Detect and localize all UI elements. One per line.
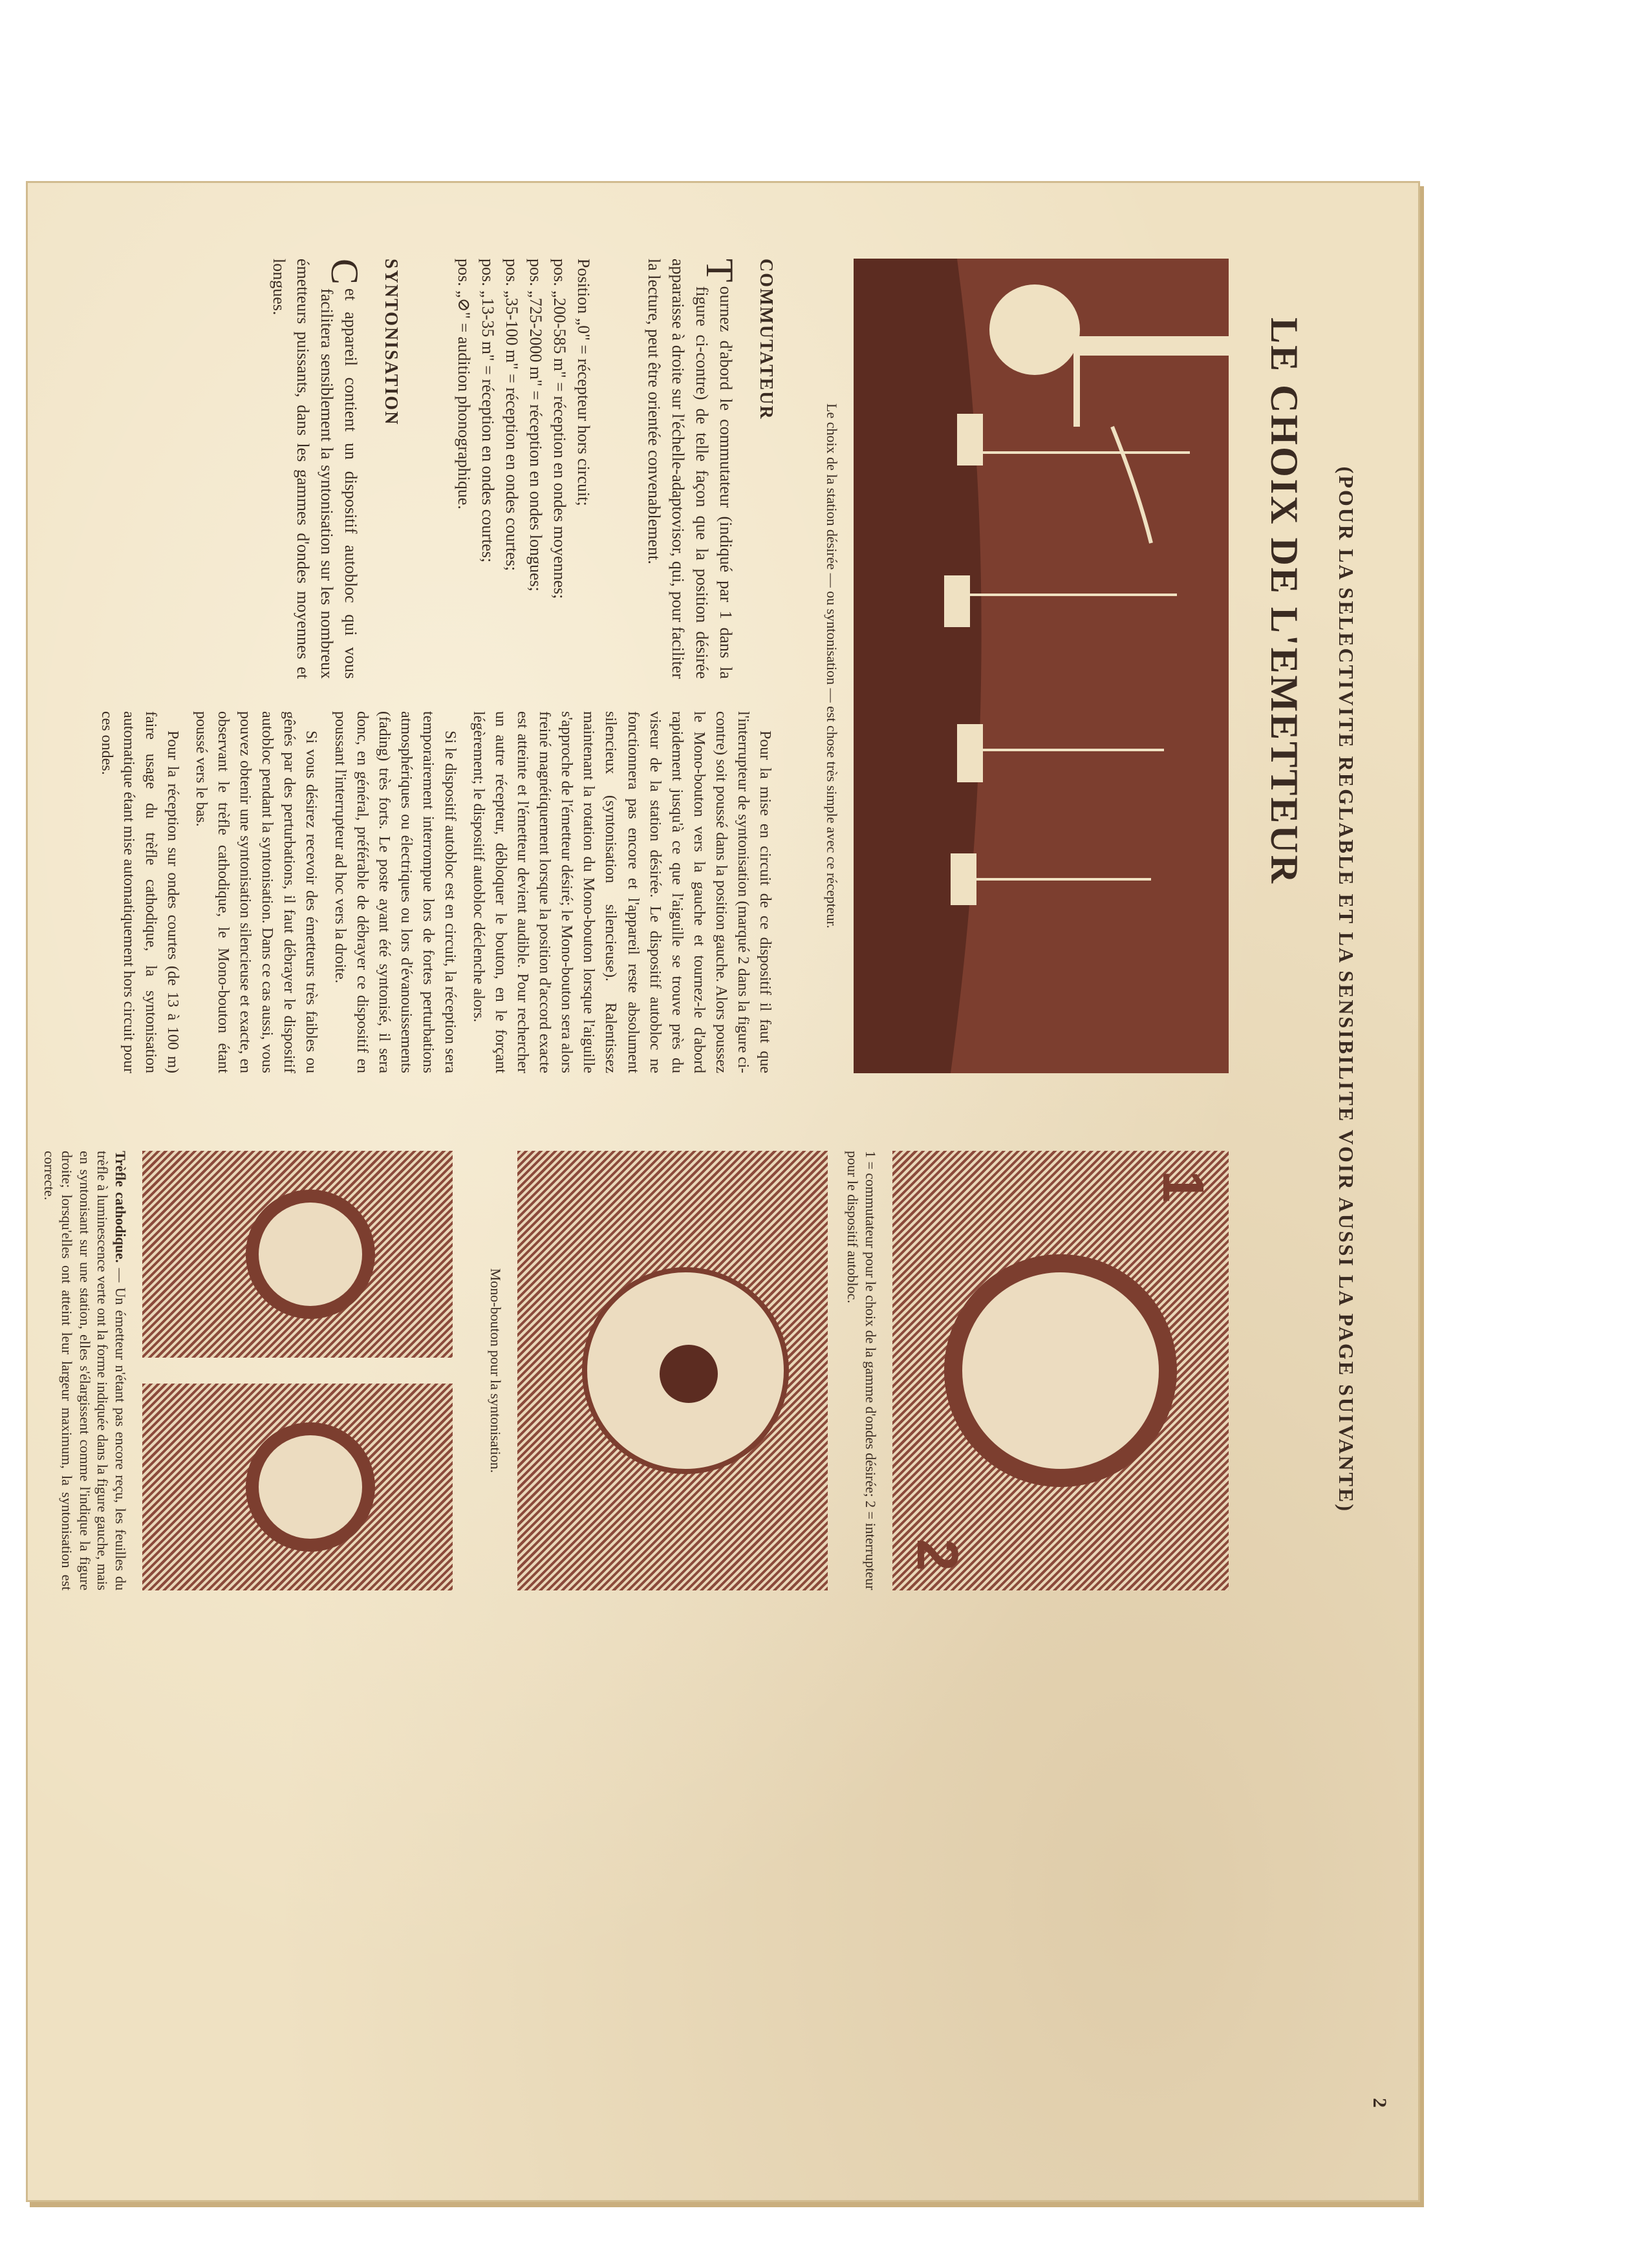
magic-eye-icon: [246, 1422, 375, 1552]
paragraph-weak-stations: Si vous désirez recevoir des émetteurs très faibles ou gênés par des perturbations, il faut débrayer le dispositif autobloc pendant la syntonisation. Dans ce cas aussi, vous pouvez obtenir une syntonisation silencieuse et exacte, en observant le trèfle cathodique, le Mono-bouton étant poussé vers le bas.: [193, 711, 320, 1073]
position-row: pos. „⊘" = audition phonographique.: [455, 259, 474, 509]
paragraph-autobloc-intro: Pour la mise en circuit de ce dispositif il faut que l'interrupteur de syntonisation (marqué 2 dans la figure ci-contre) soit poussé dans la position gauche. Alors poussez le Mono-bouton vers la gauche et tournez-le d'abord rapidement jusqu'à ce que l'aiguille se trouve près du viseur de la station désirée. Le dispositif autobloc ne fonctionnera pas encore et l'appareil reste absolument silencieux (syntonisation silencieuse). Ralentissez maintenant la rotation du Mono-bouton lorsque l'aiguille s'approche de l'émetteur désiré; le Mono-bouton sera alors freiné magnétiquement lorsque la position d'accord exacte est atteinte et l'émetteur devient audible. Pour rechercher un autre récepteur, débloquer le bouton, en le forçant légèrement; le dispositif autobloc déclenche alors.: [469, 711, 773, 1073]
rotated-content: [39, 194, 1390, 2134]
figure-mono-bouton: [517, 1151, 828, 1590]
syntonisation-dropcap: C: [323, 259, 366, 285]
syntonisation-text: [266, 259, 366, 679]
paragraph-autobloc-interruption: Si le dispositif autobloc est en circuit, la réception sera temporairement interrompue lors de fortes perturbations atmosphériques ou électriques ou lors d'évanouissements (fading) très forts. Le poste ayant été syntonisé, il sera donc, en général, préférable de débrayer ce dispositif en poussant l'interrupteur ad hoc vers la droite.: [331, 711, 458, 1073]
tuning-knob-drawing: [944, 1254, 1177, 1487]
radio-towers-drawing: [854, 259, 1229, 1073]
figure-mono-bouton-caption: Mono-bouton pour la syntonisation.: [488, 1268, 504, 1473]
position-row: pos. „13-35 m" = réception en ondes courtes;: [479, 259, 498, 563]
figure-trefle-left: [142, 1151, 453, 1358]
fig1-label-1: 1: [1150, 1170, 1215, 1203]
commutateur-paragraph: ournez d'abord le commutateur (indiqué par 1 dans la figure ci-contre) de telle façon que la position désirée apparaisse à droite sur l'échelle-adaptovisor, qui, pour faciliter la lecture, peut être orientée convenablement.: [645, 259, 735, 679]
trefle-caption-text: — Un émetteur n'étant pas encore reçu, les feuilles du trèfle à luminescence verte ont la forme indiquée dans la figure gauche, mais en syntonisant sur une station, elles s'élargissent comme l'indique la figure droite; lorsqu'elles ont atteint leur largeur maximum, la syntonisation est correcte.: [41, 1151, 129, 1591]
commutateur-dropcap: T: [698, 259, 741, 283]
commutateur-positions: [452, 259, 595, 679]
page-subtitle: (POUR LA SELECTIVITE REGLABLE ET LA SENSIBILITE VOIR AUSSI LA PAGE SUIVANTE): [1335, 466, 1358, 1513]
position-row: Position „0" = récepteur hors circuit;: [574, 259, 593, 506]
position-row: pos. „200-585 m" = réception en ondes moyennes;: [550, 259, 570, 599]
tuning-illustration: [854, 259, 1229, 1073]
column-two: [96, 711, 776, 1073]
knob-icon: [660, 1345, 718, 1403]
page-number: 2: [1369, 2098, 1390, 2108]
syntonisation-heading: SYNTONISATION: [381, 259, 401, 426]
figure-trefle-right: [142, 1384, 453, 1590]
position-row: pos. „35-100 m" = réception en ondes courtes;: [502, 259, 522, 572]
commutateur-heading: COMMUTATEUR: [756, 259, 776, 420]
position-row: pos. „725-2000 m" = réception en ondes longues;: [526, 259, 546, 592]
magic-eye-icon: [246, 1190, 375, 1319]
figure-commutateur-caption: 1 = commutateur pour le choix de la gamme d'ondes désirée; 2 = interrupteur pour le dispositif autobloc.: [845, 1151, 879, 1590]
paragraph-short-waves: Pour la réception sur ondes courtes (de 13 à 100 m) faire usage du trèfle cathodique, la syntonisation automatique étant mise automatiquement hors circuit pour ces ondes.: [98, 711, 181, 1073]
trefle-caption-title: Trèfle cathodique.: [113, 1151, 129, 1263]
syntonisation-paragraph: et appareil contient un dispositif autobloc qui vous facilitera sensiblement la syntonisation sur les nombreux émetteurs puissants, dans les gammes d'ondes moyennes et longues.: [270, 259, 360, 679]
figure-commutateur: [892, 1151, 1229, 1590]
commutateur-text: [641, 259, 741, 679]
fig1-label-2: 2: [905, 1539, 969, 1572]
figure-trefle-caption: [41, 1151, 130, 1590]
illustration-caption: Le choix de la station désirée — ou syntonisation — est chose très simple avec ce récepteur.: [824, 403, 840, 928]
page-title: LE CHOIX DE L'EMETTEUR: [1263, 317, 1306, 885]
